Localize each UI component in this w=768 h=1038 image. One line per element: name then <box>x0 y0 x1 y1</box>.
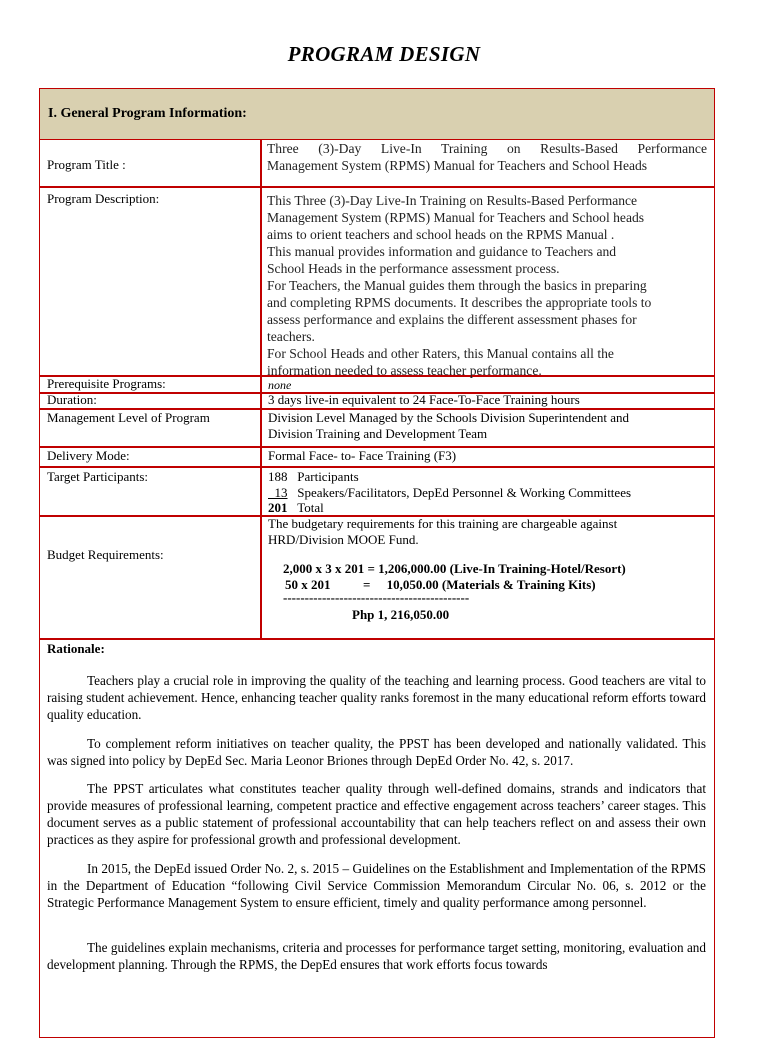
rationale-paragraph <box>47 735 706 769</box>
row-divider <box>39 466 715 468</box>
participants-row <box>268 469 706 485</box>
delivery-mode-label: Delivery Mode: <box>47 448 130 463</box>
description-line: information needed to assess teacher performance. <box>267 363 542 378</box>
section-header-label: I. General Program Information: <box>48 106 247 121</box>
rationale-paragraph <box>47 780 706 848</box>
budget-rule: ------------------------------------------- <box>283 590 470 605</box>
total-row <box>268 500 706 516</box>
speakers-text: Speakers/Facilitators, DepEd Personnel & Working Committees <box>297 485 632 500</box>
rationale-paragraph <box>47 939 706 973</box>
program-title-line2: Management System (RPMS) Manual for Teachers and School Heads <box>267 158 648 173</box>
paragraph-text: The guidelines explain mechanisms, criteria and processes for performance target setting, monitoring, evaluation and development planning. Through the RPMS, the DepEd ensures that work efforts focus towards <box>47 940 706 972</box>
delivery-mode-value: Formal Face- to- Face Training (F3) <box>268 448 457 463</box>
budget-calc-1: 2,000 x 3 x 201 = 1,206,000.00 (Live-In Training-Hotel/Resort) <box>283 561 626 576</box>
participants-text: Participants <box>297 469 359 484</box>
prerequisite-value: none <box>268 378 292 392</box>
budget-total: Php 1, 216,050.00 <box>352 607 450 622</box>
description-line: For Teachers, the Manual guides them through the basics in preparing <box>267 278 647 293</box>
target-participants-label: Target Participants: <box>47 469 149 484</box>
section-header <box>39 88 715 140</box>
management-level-label: Management Level of Program <box>47 410 210 425</box>
description-line: This manual provides information and guidance to Teachers and <box>267 244 617 259</box>
description-line: aims to orient teachers and school heads on the RPMS Manual . <box>267 227 615 242</box>
participants-count: 188 <box>268 469 288 484</box>
rationale-paragraph <box>47 860 706 911</box>
description-line: teachers. <box>267 329 315 344</box>
description-line: Management System (RPMS) Manual for Teachers and School heads <box>267 210 645 225</box>
description-line: This Three (3)-Day Live-In Training on Results-Based Performance <box>267 193 638 208</box>
rationale-heading: Rationale: <box>47 641 105 656</box>
program-description-label: Program Description: <box>47 191 160 206</box>
management-level-line1: Division Level Managed by the Schools Division Superintendent and <box>268 410 630 425</box>
program-title-line1: Three (3)-Day Live-In Training on Results-Based Performance <box>267 141 707 156</box>
budget-label: Budget Requirements: <box>47 547 164 562</box>
description-line: School Heads in the performance assessment process. <box>267 261 560 276</box>
program-title-label: Program Title : <box>47 157 126 172</box>
paragraph-text: Teachers play a crucial role in improving the quality of the teaching and learning process. Good teachers are vital to raising student achievement. Hence, enhancing teacher quality ranks foremost in the many educational reform efforts toward quality education. <box>47 673 706 722</box>
paragraph-text: In 2015, the DepEd issued Order No. 2, s. 2015 – Guidelines on the Establishment and Implementation of the RPMS in the Department of Education “following Civil Service Commission Memorandum Circular No. 06, s. 2012 or the Strategic Performance Management System to ensure efficient, timely and quality performance among personnel. <box>47 861 706 910</box>
duration-value: 3 days live-in equivalent to 24 Face-To-Face Training hours <box>268 392 580 407</box>
description-line: and completing RPMS documents. It describes the appropriate tools to <box>267 295 652 310</box>
row-divider <box>39 186 715 188</box>
description-line: For School Heads and other Raters, this Manual contains all the <box>267 346 614 361</box>
row-divider <box>39 638 715 640</box>
rationale-paragraph <box>47 672 706 723</box>
description-line: assess performance and explains the different assessment phases for <box>267 312 637 327</box>
budget-line1: The budgetary requirements for this training are chargeable against <box>268 516 618 531</box>
management-level-line2: Division Training and Development Team <box>268 426 488 441</box>
program-description-value <box>267 192 707 379</box>
speakers-count: 13 <box>274 485 288 500</box>
duration-label: Duration: <box>47 392 97 407</box>
prerequisite-label: Prerequisite Programs: <box>47 376 166 391</box>
budget-calc-2: 50 x 201 = 10,050.00 (Materials & Training Kits) <box>285 577 596 592</box>
page-title: PROGRAM DESIGN <box>287 42 481 66</box>
paragraph-text: The PPST articulates what constitutes teacher quality through well-defined domains, strands and indicators that provide measures of professional learning, competent practice and effective engagement across teachers’ career stages. This document serves as a public statement of professional accountability that can help teachers reflect on and assess their own practices as they aspire for professional growth and professional development. <box>47 781 706 847</box>
total-text: Total <box>297 500 324 515</box>
paragraph-text: To complement reform initiatives on teacher quality, the PPST has been developed and nationally validated. This was signed into policy by DepEd Sec. Maria Leonor Briones through DepEd Order No. 42, s. 2017. <box>47 736 706 768</box>
total-count: 201 <box>268 500 288 515</box>
column-divider <box>260 140 262 638</box>
speakers-row <box>268 485 706 501</box>
budget-line2: HRD/Division MOOE Fund. <box>268 532 419 547</box>
